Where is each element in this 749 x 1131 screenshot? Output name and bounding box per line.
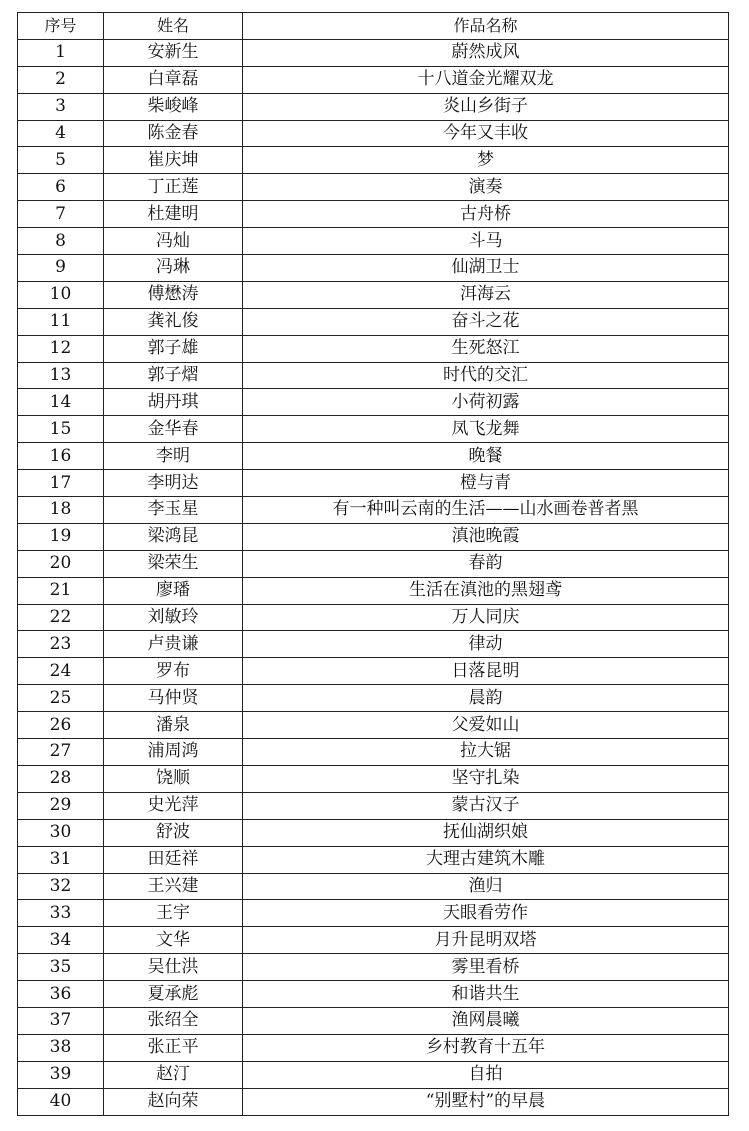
name-cell: 廖璠	[104, 577, 243, 604]
work-title-cell: 奋斗之花	[243, 308, 729, 335]
work-title-cell: 天眼看劳作	[243, 900, 729, 927]
serial-number-cell: 39	[18, 1061, 104, 1088]
table-row	[18, 792, 729, 819]
work-title-cell: 小荷初露	[243, 389, 729, 416]
serial-number-cell: 18	[18, 497, 104, 524]
header-work-title: 作品名称	[243, 13, 729, 40]
table-row	[18, 362, 729, 389]
name-cell: 张正平	[104, 1034, 243, 1061]
table-row	[18, 712, 729, 739]
table-row	[18, 604, 729, 631]
work-title-cell: 乡村教育十五年	[243, 1034, 729, 1061]
serial-number-cell: 4	[18, 120, 104, 147]
serial-number-cell: 19	[18, 523, 104, 550]
name-cell: 潘泉	[104, 712, 243, 739]
serial-number-cell: 8	[18, 228, 104, 255]
work-title-cell: 蔚然成风	[243, 39, 729, 66]
work-title-cell: 演奏	[243, 174, 729, 201]
table-row	[18, 255, 729, 282]
serial-number-cell: 36	[18, 981, 104, 1008]
name-cell: 梁鸿昆	[104, 523, 243, 550]
work-title-cell: 古舟桥	[243, 201, 729, 228]
table-row	[18, 416, 729, 443]
work-title-cell: 渔网晨曦	[243, 1007, 729, 1034]
name-cell: 赵向荣	[104, 1088, 243, 1115]
table-row	[18, 1007, 729, 1034]
table-row	[18, 39, 729, 66]
table-row	[18, 1034, 729, 1061]
name-cell: 田廷祥	[104, 846, 243, 873]
serial-number-cell: 33	[18, 900, 104, 927]
serial-number-cell: 38	[18, 1034, 104, 1061]
work-title-cell: “别墅村”的早晨	[243, 1088, 729, 1115]
name-cell: 马仲贤	[104, 685, 243, 712]
name-cell: 赵汀	[104, 1061, 243, 1088]
table-row	[18, 281, 729, 308]
table-body	[18, 39, 729, 1115]
table-row	[18, 1088, 729, 1115]
serial-number-cell: 27	[18, 739, 104, 766]
name-cell: 郭子熠	[104, 362, 243, 389]
serial-number-cell: 14	[18, 389, 104, 416]
serial-number-cell: 29	[18, 792, 104, 819]
name-cell: 胡丹琪	[104, 389, 243, 416]
name-cell: 夏承彪	[104, 981, 243, 1008]
serial-number-cell: 7	[18, 201, 104, 228]
table-row	[18, 174, 729, 201]
table-row	[18, 900, 729, 927]
serial-number-cell: 22	[18, 604, 104, 631]
work-title-cell: 日落昆明	[243, 658, 729, 685]
name-cell: 罗布	[104, 658, 243, 685]
work-title-cell: 仙湖卫士	[243, 255, 729, 282]
table-row	[18, 389, 729, 416]
table-row	[18, 66, 729, 93]
name-cell: 白章磊	[104, 66, 243, 93]
serial-number-cell: 34	[18, 927, 104, 954]
work-title-cell: 晨韵	[243, 685, 729, 712]
table-row	[18, 873, 729, 900]
name-cell: 安新生	[104, 39, 243, 66]
name-cell: 梁荣生	[104, 550, 243, 577]
work-title-cell: 滇池晚霞	[243, 523, 729, 550]
table-row	[18, 954, 729, 981]
name-cell: 陈金春	[104, 120, 243, 147]
table-row	[18, 497, 729, 524]
work-title-cell: 十八道金光耀双龙	[243, 66, 729, 93]
serial-number-cell: 26	[18, 712, 104, 739]
serial-number-cell: 1	[18, 39, 104, 66]
work-title-cell: 大理古建筑木雕	[243, 846, 729, 873]
table-row	[18, 819, 729, 846]
work-title-cell: 时代的交汇	[243, 362, 729, 389]
serial-number-cell: 35	[18, 954, 104, 981]
work-title-cell: 坚守扎染	[243, 765, 729, 792]
table-row	[18, 147, 729, 174]
name-cell: 饶顺	[104, 765, 243, 792]
table-row	[18, 443, 729, 470]
serial-number-cell: 32	[18, 873, 104, 900]
name-cell: 龚礼俊	[104, 308, 243, 335]
work-title-cell: 蒙古汉子	[243, 792, 729, 819]
table-header	[18, 13, 729, 40]
work-title-cell: 月升昆明双塔	[243, 927, 729, 954]
name-cell: 崔庆坤	[104, 147, 243, 174]
table-row	[18, 1061, 729, 1088]
work-title-cell: 渔归	[243, 873, 729, 900]
work-title-cell: 有一种叫云南的生活——山水画卷普者黑	[243, 497, 729, 524]
serial-number-cell: 24	[18, 658, 104, 685]
name-cell: 李明	[104, 443, 243, 470]
work-title-cell: 生活在滇池的黑翅鸢	[243, 577, 729, 604]
work-title-cell: 父爱如山	[243, 712, 729, 739]
serial-number-cell: 37	[18, 1007, 104, 1034]
table-row	[18, 470, 729, 497]
serial-number-cell: 23	[18, 631, 104, 658]
work-title-cell: 凤飞龙舞	[243, 416, 729, 443]
serial-number-cell: 31	[18, 846, 104, 873]
name-cell: 李玉星	[104, 497, 243, 524]
work-title-cell: 梦	[243, 147, 729, 174]
name-cell: 文华	[104, 927, 243, 954]
serial-number-cell: 40	[18, 1088, 104, 1115]
name-cell: 张绍全	[104, 1007, 243, 1034]
table-row	[18, 120, 729, 147]
serial-number-cell: 30	[18, 819, 104, 846]
name-cell: 冯灿	[104, 228, 243, 255]
table-row	[18, 927, 729, 954]
name-cell: 刘敏玲	[104, 604, 243, 631]
name-cell: 王兴建	[104, 873, 243, 900]
serial-number-cell: 10	[18, 281, 104, 308]
work-title-cell: 和谐共生	[243, 981, 729, 1008]
serial-number-cell: 11	[18, 308, 104, 335]
work-title-cell: 洱海云	[243, 281, 729, 308]
table-row	[18, 228, 729, 255]
table-row	[18, 765, 729, 792]
name-cell: 傅懋涛	[104, 281, 243, 308]
serial-number-cell: 25	[18, 685, 104, 712]
table-row	[18, 550, 729, 577]
header-serial-number: 序号	[18, 13, 104, 40]
name-cell: 柴峻峰	[104, 93, 243, 120]
table-row	[18, 335, 729, 362]
serial-number-cell: 6	[18, 174, 104, 201]
header-row	[18, 13, 729, 40]
serial-number-cell: 12	[18, 335, 104, 362]
work-title-cell: 炎山乡街子	[243, 93, 729, 120]
name-cell: 郭子雄	[104, 335, 243, 362]
table-row	[18, 631, 729, 658]
name-cell: 吴仕洪	[104, 954, 243, 981]
award-list-table	[17, 12, 729, 1116]
serial-number-cell: 17	[18, 470, 104, 497]
serial-number-cell: 3	[18, 93, 104, 120]
header-name: 姓名	[104, 13, 243, 40]
name-cell: 史光萍	[104, 792, 243, 819]
serial-number-cell: 28	[18, 765, 104, 792]
work-title-cell: 拉大锯	[243, 739, 729, 766]
serial-number-cell: 9	[18, 255, 104, 282]
table-row	[18, 93, 729, 120]
work-title-cell: 斗马	[243, 228, 729, 255]
serial-number-cell: 15	[18, 416, 104, 443]
table-row	[18, 739, 729, 766]
serial-number-cell: 5	[18, 147, 104, 174]
work-title-cell: 春韵	[243, 550, 729, 577]
name-cell: 舒波	[104, 819, 243, 846]
table-row	[18, 523, 729, 550]
table-row	[18, 658, 729, 685]
table-row	[18, 201, 729, 228]
name-cell: 李明达	[104, 470, 243, 497]
work-title-cell: 律动	[243, 631, 729, 658]
serial-number-cell: 13	[18, 362, 104, 389]
name-cell: 杜建明	[104, 201, 243, 228]
work-title-cell: 万人同庆	[243, 604, 729, 631]
serial-number-cell: 2	[18, 66, 104, 93]
name-cell: 卢贵谦	[104, 631, 243, 658]
work-title-cell: 抚仙湖织娘	[243, 819, 729, 846]
table-row	[18, 577, 729, 604]
table-row	[18, 685, 729, 712]
name-cell: 丁正莲	[104, 174, 243, 201]
work-title-cell: 生死怒江	[243, 335, 729, 362]
work-title-cell: 自拍	[243, 1061, 729, 1088]
serial-number-cell: 16	[18, 443, 104, 470]
work-title-cell: 今年又丰收	[243, 120, 729, 147]
table-row	[18, 846, 729, 873]
serial-number-cell: 20	[18, 550, 104, 577]
name-cell: 金华春	[104, 416, 243, 443]
name-cell: 冯琳	[104, 255, 243, 282]
serial-number-cell: 21	[18, 577, 104, 604]
name-cell: 浦周鸿	[104, 739, 243, 766]
work-title-cell: 晚餐	[243, 443, 729, 470]
table-row	[18, 981, 729, 1008]
work-title-cell: 橙与青	[243, 470, 729, 497]
work-title-cell: 雾里看桥	[243, 954, 729, 981]
name-cell: 王宇	[104, 900, 243, 927]
table-row	[18, 308, 729, 335]
